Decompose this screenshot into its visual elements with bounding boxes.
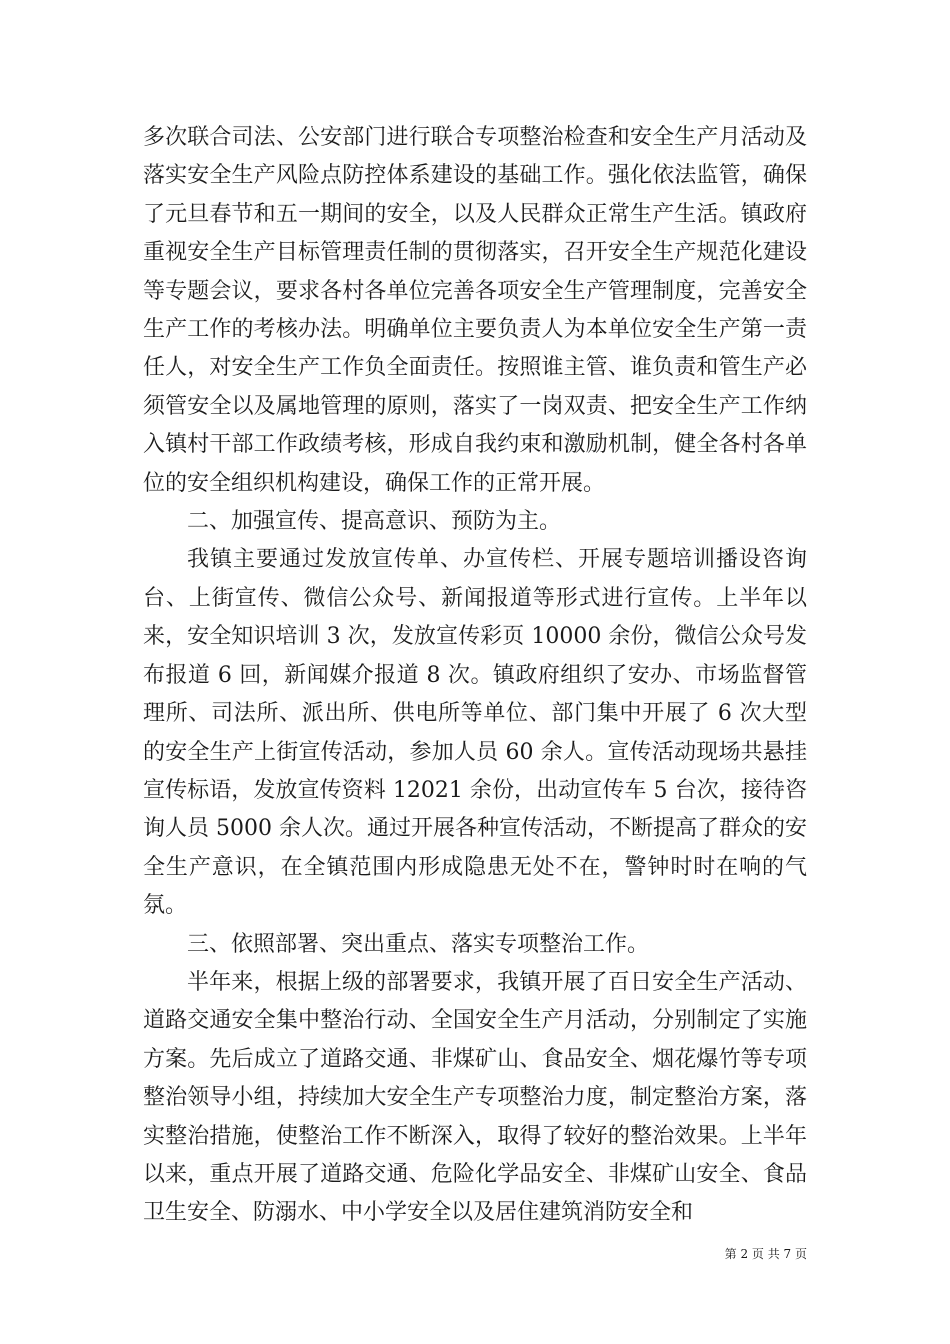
- section-heading-2: 二、加强宣传、提高意识、预防为主。: [187, 509, 562, 535]
- page-number: 第 2 页 共 7 页: [724, 1247, 807, 1261]
- paragraph-5: 半年来，根据上级的部署要求，我镇开展了百日安全生产活动、道路交通安全集中整治行动、全国安全生产月活动，分别制定了实施方案。先后成立了道路交通、非煤矿山、食品安全、烟花爆竹等专项整治领导小组，持续加大安全生产专项整治力度，制定整治方案，落实整治措施，使整治工作不断深入，取得了较好的整治效果。上半年以来，重点开展了道路交通、危险化学品安全、非煤矿山安全、食品卫生安全、防溺水、中小学安全以及居住建筑消防安全和: [143, 969, 807, 1226]
- section-heading-3: 三、依照部署、突出重点、落实专项整治工作。: [187, 931, 650, 957]
- paragraph-1: 多次联合司法、公安部门进行联合专项整治检查和安全生产月活动及落实安全生产风险点防控体系建设的基础工作。强化依法监管，确保了元旦春节和五一期间的安全，以及人民群众正常生产生活。镇政府重视安全生产目标管理责任制的贯彻落实，召开安全生产规范化建设等专题会议，要求各村各单位完善各项安全生产管理制度，完善安全生产工作的考核办法。明确单位主要负责人为本单位安全生产第一责任人，对安全生产工作负全面责任。按照谁主管、谁负责和管生产必须管安全以及属地管理的原则，落实了一岗双责、把安全生产工作纳入镇村干部工作政绩考核，形成自我约束和激励机制，健全各村各单位的安全组织机构建设，确保工作的正常开展。: [143, 125, 807, 496]
- paragraph-3: 我镇主要通过发放宣传单、办宣传栏、开展专题培训播设咨询台、上街宣传、微信公众号、新闻报道等形式进行宣传。上半年以来，安全知识培训 3 次，发放宣传彩页 10000 余份，微信公众号发布报道 6 回，新闻媒介报道 8 次。镇政府组织了安办、市场监督管理所、司法所、派出所、供电所等单位、部门集中开展了 6 次大型的安全生产上街宣传活动，参加人员 60 余人。宣传活动现场共悬挂宣传标语，发放宣传资料 12021 余份，出动宣传车 5 台次，接待咨询人员 5000 余人次。通过开展各种宣传活动，不断提高了群众的安全生产意识，在全镇范围内形成隐患无处不在，警钟时时在响的气氛。: [143, 547, 807, 919]
- document-body: [143, 119, 807, 1233]
